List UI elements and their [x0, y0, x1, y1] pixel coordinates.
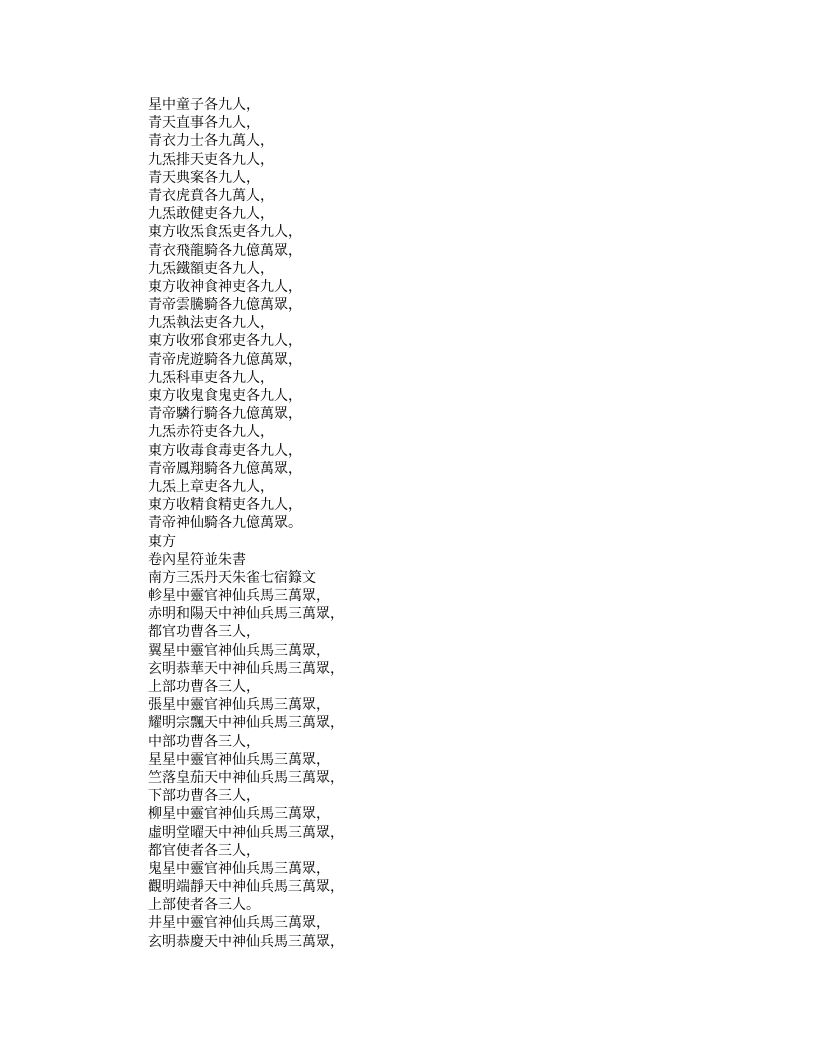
text-line: 青帝神仙騎各九億萬眾。: [148, 515, 302, 532]
section-title: 南方三炁丹天朱雀七宿籙文: [148, 569, 316, 586]
text-line: 東方收精食精吏各九人，: [148, 497, 302, 514]
text-line: 九炁科車吏各九人，: [148, 369, 274, 386]
text-line: 九炁執法吏各九人，: [148, 315, 274, 332]
text-line: 上部功曹各三人，: [148, 679, 260, 695]
text-line: 玄明恭華天中神仙兵馬三萬眾，: [148, 660, 344, 677]
text-line: 青天直事各九人，: [148, 115, 260, 132]
text-line: 耀明宗飄天中神仙兵馬三萬眾，: [148, 715, 344, 732]
text-line: 觀明端靜天中神仙兵馬三萬眾，: [148, 879, 344, 896]
text-line: 上部使者各三人。: [148, 897, 260, 914]
text-line: 東方收鬼食鬼吏各九人，: [148, 388, 302, 404]
text-line: 九炁上章吏各九人，: [148, 478, 274, 495]
text-line: 東方收炁食炁吏各九人，: [148, 224, 302, 241]
text-line: 玄明恭慶天中神仙兵馬三萬眾，: [148, 933, 344, 950]
text-line: 井星中靈官神仙兵馬三萬眾，: [148, 915, 330, 932]
text-line: 竺落皇茄天中神仙兵馬三萬眾，: [148, 769, 344, 786]
text-line: 青帝雲騰騎各九億萬眾，: [148, 297, 302, 314]
text-line: 九炁排天吏各九人，: [148, 151, 274, 168]
text-line: 東方收邪食邪吏各九人，: [148, 333, 302, 350]
text-line: 青帝虎遊騎各九億萬眾，: [148, 351, 302, 368]
text-line: 青衣虎賁各九萬人，: [148, 187, 274, 204]
text-line: 下部功曹各三人，: [148, 788, 260, 805]
text-line: 翼星中靈官神仙兵馬三萬眾，: [148, 642, 330, 659]
text-line: 赤明和陽天中神仙兵馬三萬眾，: [148, 606, 344, 623]
text-line: 中部功曹各三人，: [148, 733, 260, 750]
document-page: [148, 96, 708, 951]
section-heading: 東方: [148, 533, 176, 550]
text-line: 張星中靈官神仙兵馬三萬眾，: [148, 697, 330, 714]
text-line: 青衣飛龍騎各九億萬眾，: [148, 242, 302, 259]
text-line: 都官使者各三人，: [148, 842, 260, 859]
text-line: 東方收神食神吏各九人，: [148, 278, 302, 295]
text-line: 青帝鳳翔騎各九億萬眾，: [148, 460, 302, 477]
text-line: 星中童子各九人，: [148, 97, 260, 113]
text-line: 九炁敢健吏各九人，: [148, 206, 274, 223]
text-line: 軫星中靈官神仙兵馬三萬眾，: [148, 588, 330, 605]
text-line: 柳星中靈官神仙兵馬三萬眾，: [148, 806, 330, 823]
text-line: 青帝驎行騎各九億萬眾，: [148, 406, 302, 423]
text-line: 青衣力士各九萬人，: [148, 133, 274, 150]
text-line: 都官功曹各三人，: [148, 624, 260, 641]
text-line: 星星中靈官神仙兵馬三萬眾，: [148, 751, 330, 768]
text-line: 東方收毒食毒吏各九人，: [148, 442, 302, 459]
section-note: 卷內星符並朱書: [148, 551, 246, 568]
text-line: 青天典案各九人，: [148, 169, 260, 186]
text-line: 鬼星中靈官神仙兵馬三萬眾，: [148, 860, 330, 877]
text-line: 九炁鐵額吏各九人，: [148, 260, 274, 277]
text-line: 九炁赤符吏各九人，: [148, 424, 274, 441]
text-line: 虛明堂曜天中神仙兵馬三萬眾，: [148, 824, 344, 841]
